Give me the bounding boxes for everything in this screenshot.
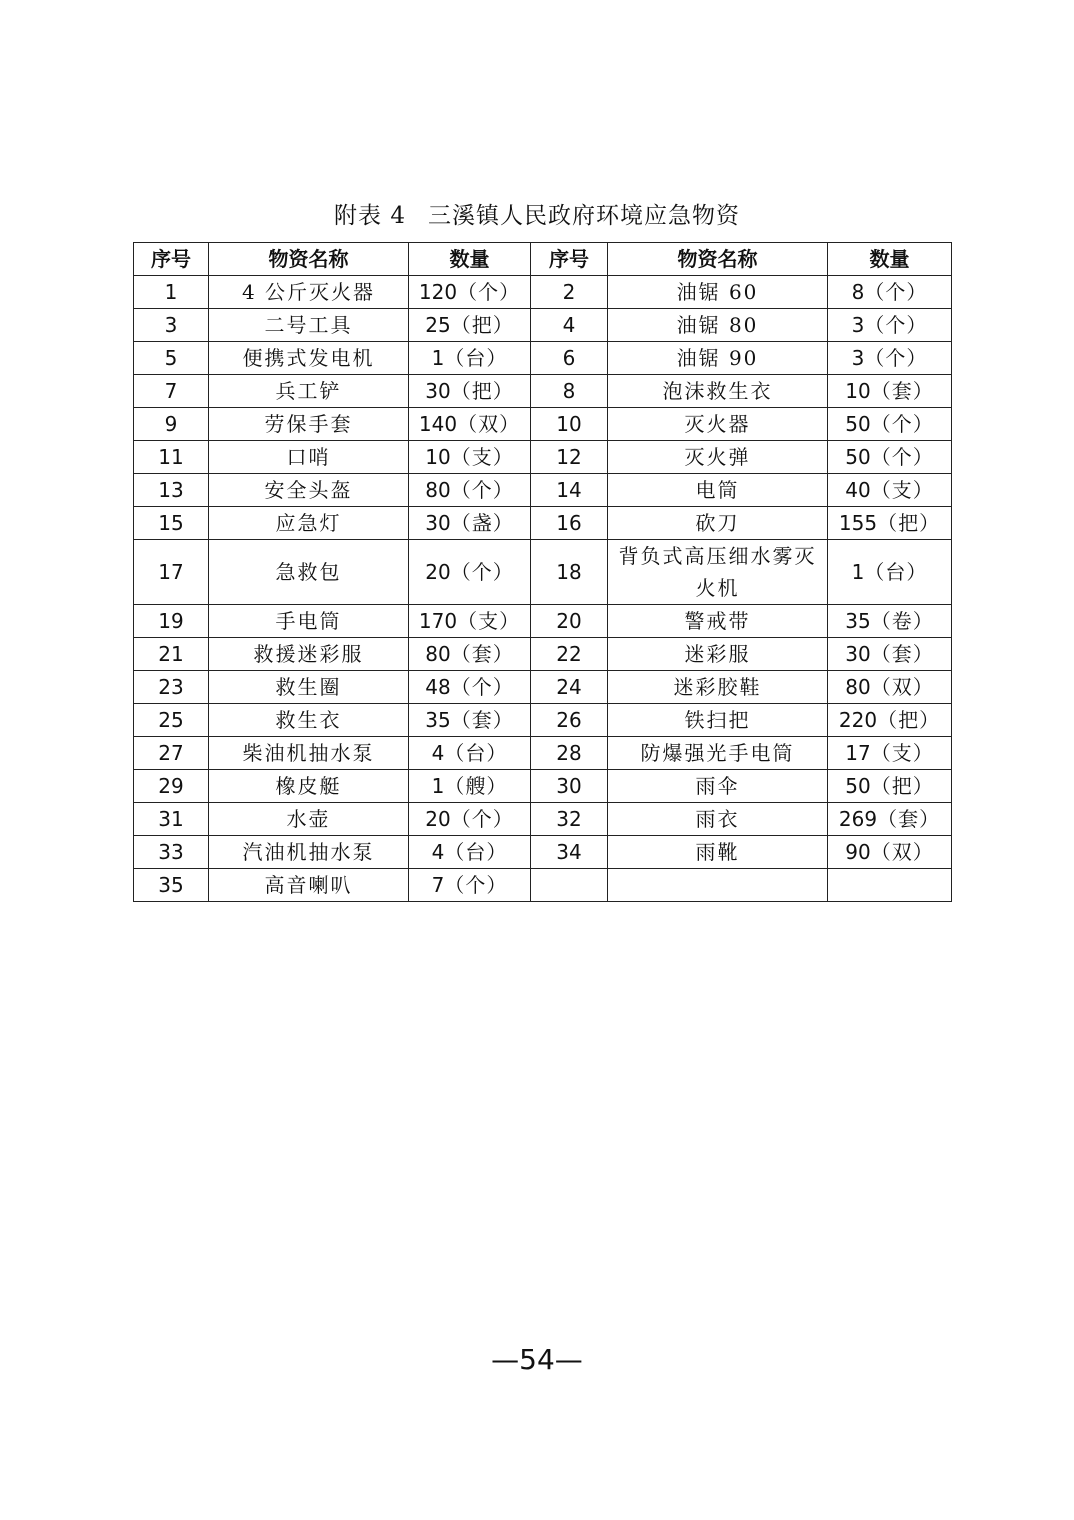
quantity-unit: （把） [877, 708, 941, 732]
item-name-left: 汽油机抽水泵 [209, 836, 409, 869]
item-name-right: 电筒 [608, 474, 828, 507]
quantity-unit: （套） [450, 708, 514, 732]
quantity-value: 50 [845, 445, 871, 469]
quantity-value: 17 [845, 741, 871, 765]
quantity-value: 30 [425, 511, 451, 535]
quantity-left [409, 869, 531, 902]
quantity-right [828, 474, 952, 507]
item-name-left: 水壶 [209, 803, 409, 836]
quantity-right [828, 605, 952, 638]
quantity-right [828, 737, 952, 770]
table-row [134, 803, 952, 836]
quantity-left [409, 803, 531, 836]
serial-number-right: 22 [531, 638, 608, 671]
item-name-right: 灭火弹 [608, 441, 828, 474]
quantity-unit: （双） [870, 675, 934, 699]
quantity-value: 80 [425, 642, 451, 666]
quantity-value: 8 [851, 280, 865, 304]
header-quantity-left: 数量 [409, 243, 531, 276]
quantity-left [409, 671, 531, 704]
quantity-right [828, 540, 952, 605]
item-name-left: 兵工铲 [209, 375, 409, 408]
serial-number-right [531, 869, 608, 902]
item-name-left: 柴油机抽水泵 [209, 737, 409, 770]
item-name-left: 救生衣 [209, 704, 409, 737]
table-row [134, 375, 952, 408]
item-name-right: 油锯 80 [608, 309, 828, 342]
quantity-value: 4 [431, 840, 445, 864]
quantity-right [828, 671, 952, 704]
quantity-right [828, 704, 952, 737]
quantity-value: 30 [425, 379, 451, 403]
quantity-value: 1 [431, 774, 445, 798]
quantity-right [828, 441, 952, 474]
quantity-value: 20 [425, 807, 451, 831]
item-name-left: 应急灯 [209, 507, 409, 540]
quantity-left [409, 770, 531, 803]
quantity-unit: （套） [870, 379, 934, 403]
quantity-unit: （支） [450, 445, 514, 469]
quantity-left [409, 704, 531, 737]
table-row [134, 474, 952, 507]
item-name-right: 雨衣 [608, 803, 828, 836]
item-name-left: 急救包 [209, 540, 409, 605]
quantity-unit: （艘） [444, 774, 508, 798]
quantity-value: 140 [418, 412, 458, 436]
quantity-unit: （套） [870, 642, 934, 666]
quantity-value: 48 [425, 675, 451, 699]
item-name-left: 二号工具 [209, 309, 409, 342]
quantity-left [409, 737, 531, 770]
quantity-value: 10 [425, 445, 451, 469]
item-name-left: 口哨 [209, 441, 409, 474]
serial-number-left: 35 [134, 869, 209, 902]
table-body [134, 276, 952, 902]
quantity-value: 50 [845, 412, 871, 436]
item-name-right: 雨靴 [608, 836, 828, 869]
header-serial-right: 序号 [531, 243, 608, 276]
serial-number-right: 8 [531, 375, 608, 408]
serial-number-right: 4 [531, 309, 608, 342]
item-name-left: 4 公斤灭火器 [209, 276, 409, 309]
quantity-unit: （把） [877, 511, 941, 535]
table-row [134, 605, 952, 638]
item-name-right [608, 869, 828, 902]
quantity-value: 25 [425, 313, 451, 337]
quantity-right [828, 638, 952, 671]
quantity-unit: （个） [864, 346, 928, 370]
quantity-right [828, 375, 952, 408]
serial-number-right: 12 [531, 441, 608, 474]
quantity-unit: （个） [450, 478, 514, 502]
quantity-unit: （个） [450, 560, 514, 584]
quantity-value: 50 [845, 774, 871, 798]
quantity-left [409, 540, 531, 605]
table-row [134, 309, 952, 342]
item-name-right: 铁扫把 [608, 704, 828, 737]
table-row [134, 441, 952, 474]
item-name-right: 警戒带 [608, 605, 828, 638]
quantity-left [409, 507, 531, 540]
quantity-right [828, 276, 952, 309]
header-serial-left: 序号 [134, 243, 209, 276]
table-row [134, 342, 952, 375]
quantity-left [409, 276, 531, 309]
header-item-name-right: 物资名称 [608, 243, 828, 276]
quantity-left [409, 474, 531, 507]
quantity-unit: （个） [870, 412, 934, 436]
item-name-left: 高音喇叭 [209, 869, 409, 902]
quantity-value: 20 [425, 560, 451, 584]
serial-number-left: 9 [134, 408, 209, 441]
serial-number-left: 29 [134, 770, 209, 803]
quantity-value: 220 [838, 708, 878, 732]
serial-number-right: 14 [531, 474, 608, 507]
item-name-right: 灭火器 [608, 408, 828, 441]
header-quantity-right: 数量 [828, 243, 952, 276]
serial-number-left: 27 [134, 737, 209, 770]
serial-number-left: 19 [134, 605, 209, 638]
table-row [134, 737, 952, 770]
quantity-right [828, 342, 952, 375]
quantity-unit: （支） [870, 741, 934, 765]
quantity-unit: （个） [450, 807, 514, 831]
table-row [134, 540, 952, 605]
quantity-unit: （个） [870, 445, 934, 469]
quantity-unit: （双） [870, 840, 934, 864]
item-name-left: 手电筒 [209, 605, 409, 638]
table-row [134, 770, 952, 803]
item-name-right: 油锯 90 [608, 342, 828, 375]
table-row [134, 276, 952, 309]
table-row [134, 836, 952, 869]
item-name-left: 橡皮艇 [209, 770, 409, 803]
emergency-supplies-table [133, 242, 952, 902]
table-row [134, 704, 952, 737]
quantity-left [409, 375, 531, 408]
quantity-value: 1 [851, 560, 865, 584]
serial-number-right: 18 [531, 540, 608, 605]
serial-number-right: 30 [531, 770, 608, 803]
serial-number-right: 2 [531, 276, 608, 309]
table-header-row [134, 243, 952, 276]
page-number: —54— [491, 1343, 583, 1376]
quantity-left [409, 638, 531, 671]
quantity-left [409, 309, 531, 342]
quantity-unit: （台） [444, 741, 508, 765]
quantity-value: 80 [845, 675, 871, 699]
serial-number-right: 24 [531, 671, 608, 704]
quantity-value: 3 [851, 346, 865, 370]
serial-number-left: 13 [134, 474, 209, 507]
quantity-value: 7 [431, 873, 445, 897]
table-row [134, 869, 952, 902]
quantity-unit: （把） [450, 379, 514, 403]
quantity-value: 80 [425, 478, 451, 502]
quantity-right [828, 836, 952, 869]
quantity-left [409, 408, 531, 441]
quantity-value: 170 [418, 609, 458, 633]
item-name-right: 背负式高压细水雾灭火机 [608, 540, 828, 605]
table-title-prefix: 附表 4 [334, 203, 406, 229]
item-name-right: 迷彩服 [608, 638, 828, 671]
serial-number-left: 17 [134, 540, 209, 605]
table-row [134, 638, 952, 671]
item-name-left: 救生圈 [209, 671, 409, 704]
quantity-value: 155 [838, 511, 878, 535]
quantity-value: 269 [838, 807, 878, 831]
serial-number-left: 1 [134, 276, 209, 309]
quantity-value: 35 [845, 609, 871, 633]
table-title-main: 三溪镇人民政府环境应急物资 [427, 203, 740, 229]
quantity-right [828, 309, 952, 342]
quantity-unit: （台） [864, 560, 928, 584]
quantity-right [828, 770, 952, 803]
table-row [134, 408, 952, 441]
serial-number-right: 26 [531, 704, 608, 737]
quantity-value: 1 [431, 346, 445, 370]
quantity-unit: （台） [444, 346, 508, 370]
item-name-left: 救援迷彩服 [209, 638, 409, 671]
item-name-left: 便携式发电机 [209, 342, 409, 375]
quantity-unit: （双） [457, 412, 521, 436]
serial-number-left: 31 [134, 803, 209, 836]
quantity-left [409, 342, 531, 375]
quantity-unit: （把） [450, 313, 514, 337]
serial-number-left: 3 [134, 309, 209, 342]
item-name-left: 安全头盔 [209, 474, 409, 507]
quantity-value: 120 [418, 280, 458, 304]
serial-number-left: 7 [134, 375, 209, 408]
serial-number-right: 16 [531, 507, 608, 540]
item-name-right: 砍刀 [608, 507, 828, 540]
quantity-unit: （套） [450, 642, 514, 666]
quantity-unit: （支） [457, 609, 521, 633]
serial-number-left: 11 [134, 441, 209, 474]
quantity-left [409, 836, 531, 869]
quantity-right [828, 408, 952, 441]
quantity-unit: （盏） [450, 511, 514, 535]
serial-number-left: 21 [134, 638, 209, 671]
quantity-left [409, 605, 531, 638]
quantity-value: 90 [845, 840, 871, 864]
table-row [134, 671, 952, 704]
serial-number-left: 25 [134, 704, 209, 737]
quantity-unit: （个） [864, 280, 928, 304]
serial-number-right: 28 [531, 737, 608, 770]
table-row [134, 507, 952, 540]
serial-number-left: 33 [134, 836, 209, 869]
quantity-unit: （台） [444, 840, 508, 864]
serial-number-right: 32 [531, 803, 608, 836]
quantity-right [828, 803, 952, 836]
quantity-unit: （个） [450, 675, 514, 699]
item-name-right: 雨伞 [608, 770, 828, 803]
serial-number-left: 15 [134, 507, 209, 540]
quantity-value: 4 [431, 741, 445, 765]
quantity-unit: （个） [444, 873, 508, 897]
serial-number-right: 6 [531, 342, 608, 375]
item-name-right: 油锯 60 [608, 276, 828, 309]
header-item-name-left: 物资名称 [209, 243, 409, 276]
quantity-unit: （个） [864, 313, 928, 337]
quantity-value: 3 [851, 313, 865, 337]
quantity-value: 40 [845, 478, 871, 502]
quantity-value: 30 [845, 642, 871, 666]
serial-number-left: 5 [134, 342, 209, 375]
table-title [0, 197, 1074, 230]
quantity-left [409, 441, 531, 474]
serial-number-right: 20 [531, 605, 608, 638]
serial-number-right: 34 [531, 836, 608, 869]
item-name-right: 泡沫救生衣 [608, 375, 828, 408]
quantity-right [828, 869, 952, 902]
item-name-left: 劳保手套 [209, 408, 409, 441]
quantity-unit: （套） [877, 807, 941, 831]
quantity-value: 10 [845, 379, 871, 403]
item-name-right: 防爆强光手电筒 [608, 737, 828, 770]
quantity-right [828, 507, 952, 540]
quantity-unit: （把） [870, 774, 934, 798]
item-name-right: 迷彩胶鞋 [608, 671, 828, 704]
serial-number-right: 10 [531, 408, 608, 441]
serial-number-left: 23 [134, 671, 209, 704]
quantity-unit: （支） [870, 478, 934, 502]
quantity-unit: （个） [457, 280, 521, 304]
quantity-value: 35 [425, 708, 451, 732]
quantity-unit: （卷） [870, 609, 934, 633]
